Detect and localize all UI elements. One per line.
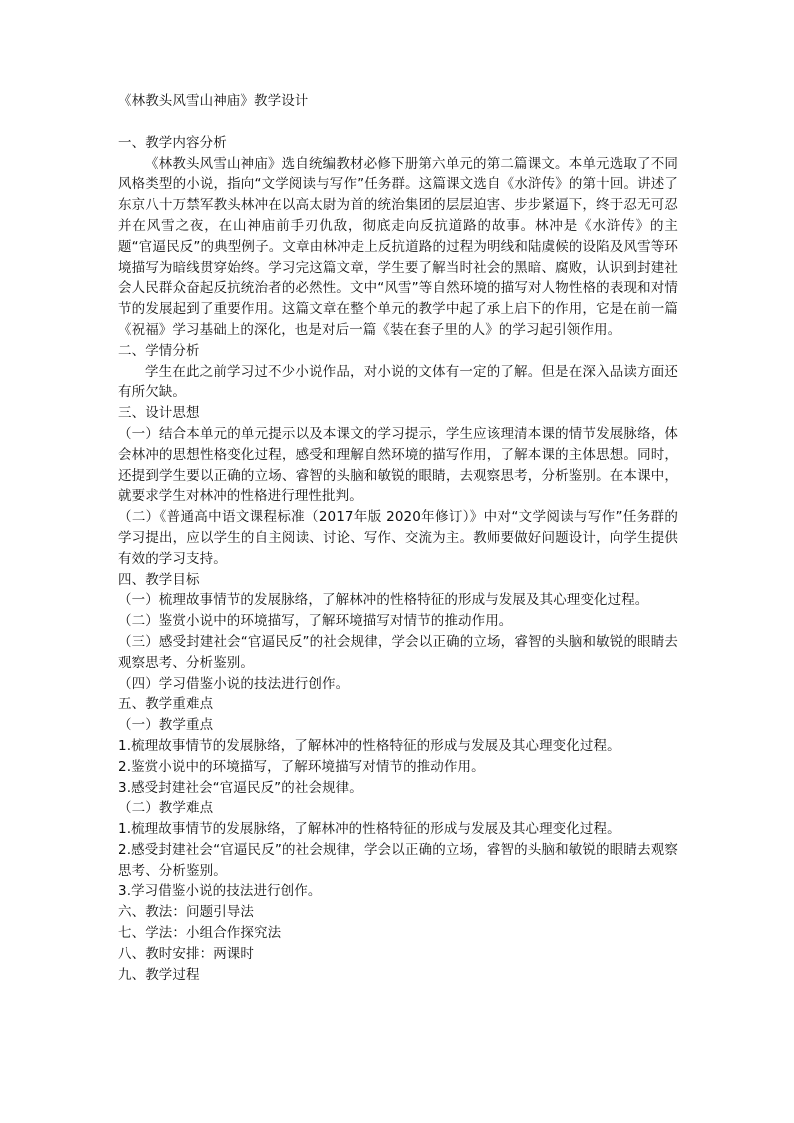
list-item: （三）感受封建社会“官逼民反”的社会规律，学会以正确的立场，睿智的头脑和敏锐的眼睛去观察思考、分析鉴别。	[118, 633, 678, 671]
list-item: 3.感受封建社会“官逼民反”的社会规律。	[118, 779, 363, 796]
subsection-heading: （二）教学难点	[118, 800, 214, 817]
section-heading-teaching-process: 九、教学过程	[118, 966, 200, 983]
list-item: 1.梳理故事情节的发展脉络，了解林冲的性格特征的形成与发展及其心理变化过程。	[118, 821, 621, 838]
section-heading-learning-method: 七、学法：小组合作探究法	[118, 925, 282, 942]
section-heading-schedule: 八、教时安排：两课时	[118, 945, 254, 962]
section-heading-content-analysis: 一、教学内容分析	[118, 134, 227, 151]
list-item: 3.学习借鉴小说的技法进行创作。	[118, 883, 322, 900]
section-heading-student-analysis: 二、学情分析	[118, 342, 200, 359]
list-item: 2.鉴赏小说中的环境描写，了解环境描写对情节的推动作用。	[118, 758, 485, 775]
document-body	[118, 91, 678, 985]
list-item: 1.梳理故事情节的发展脉络，了解林冲的性格特征的形成与发展及其心理变化过程。	[118, 737, 621, 754]
section-heading-teaching-method: 六、教法：问题引导法	[118, 904, 254, 921]
list-item: （一）梳理故事情节的发展脉络，了解林冲的性格特征的形成与发展及其心理变化过程。	[118, 592, 649, 609]
document-title: 《林教头风雪山神庙》教学设计	[118, 93, 309, 109]
list-item: （四）学习借鉴小说的技法进行创作。	[118, 675, 350, 692]
list-item: （一）结合本单元的单元提示以及本课文的学习提示，学生应该理清本课的情节发展脉络，体会林冲的思想性格变化过程，感受和理解自然环境的描写作用，了解本课的主体思想。同时，还提到学生要以正确的立场、睿智的头脑和敏锐的眼睛，去观察思考，分析鉴别。在本课中，就要求学生对林冲的性格进行理性批判。	[118, 425, 678, 505]
list-item: 2.感受封建社会“官逼民反”的社会规律，学会以正确的立场，睿智的头脑和敏锐的眼睛去观察思考、分析鉴别。	[118, 841, 678, 879]
list-item: （二）《普通高中语文课程标准（2017年版 2020年修订）》中对“文学阅读与写作”任务群的学习提出，应以学生的自主阅读、讨论、写作、交流为主。教师要做好问题设计，向学生提供有效的学习支持。	[118, 509, 678, 567]
section-paragraph: 《林教头风雪山神庙》选自统编教材必修下册第六单元的第二篇课文。本单元选取了不同风格类型的小说，指向“文学阅读与写作”任务群。这篇课文选自《水浒传》的第十回。讲述了东京八十万禁军教头林冲在以高太尉为首的统治集团的层层迫害、步步紧逼下，终于忍无可忍并在风雪之夜，在山神庙前手刃仇敌，彻底走向反抗道路的故事。林冲是《水浒传》的主题“官逼民反”的典型例子。文章由林冲走上反抗道路的过程为明线和陆虞候的设陷及风雪等环境描写为暗线贯穿始终。学习完这篇文章，学生要了解当时社会的黑暗、腐败，认识到封建社会人民群众奋起反抗统治者的必然性。文中“风雪”等自然环境的描写对人物性格的表现和对情节的发展起到了重要作用。这篇文章在整个单元的教学中起了承上启下的作用，它是在前一篇《祝福》学习基础上的深化，也是对后一篇《装在套子里的人》的学习起引领作用。	[118, 155, 678, 338]
section-heading-teaching-goals: 四、教学目标	[118, 571, 200, 588]
section-heading-design-idea: 三、设计思想	[118, 405, 200, 422]
list-item: （二）鉴赏小说中的环境描写，了解环境描写对情节的推动作用。	[118, 613, 513, 630]
subsection-heading: （一）教学重点	[118, 717, 214, 734]
section-heading-key-difficult-points: 五、教学重难点	[118, 696, 214, 713]
section-paragraph: 学生在此之前学习过不少小说作品，对小说的文体有一定的了解。但是在深入品读方面还有所欠缺。	[118, 363, 678, 401]
